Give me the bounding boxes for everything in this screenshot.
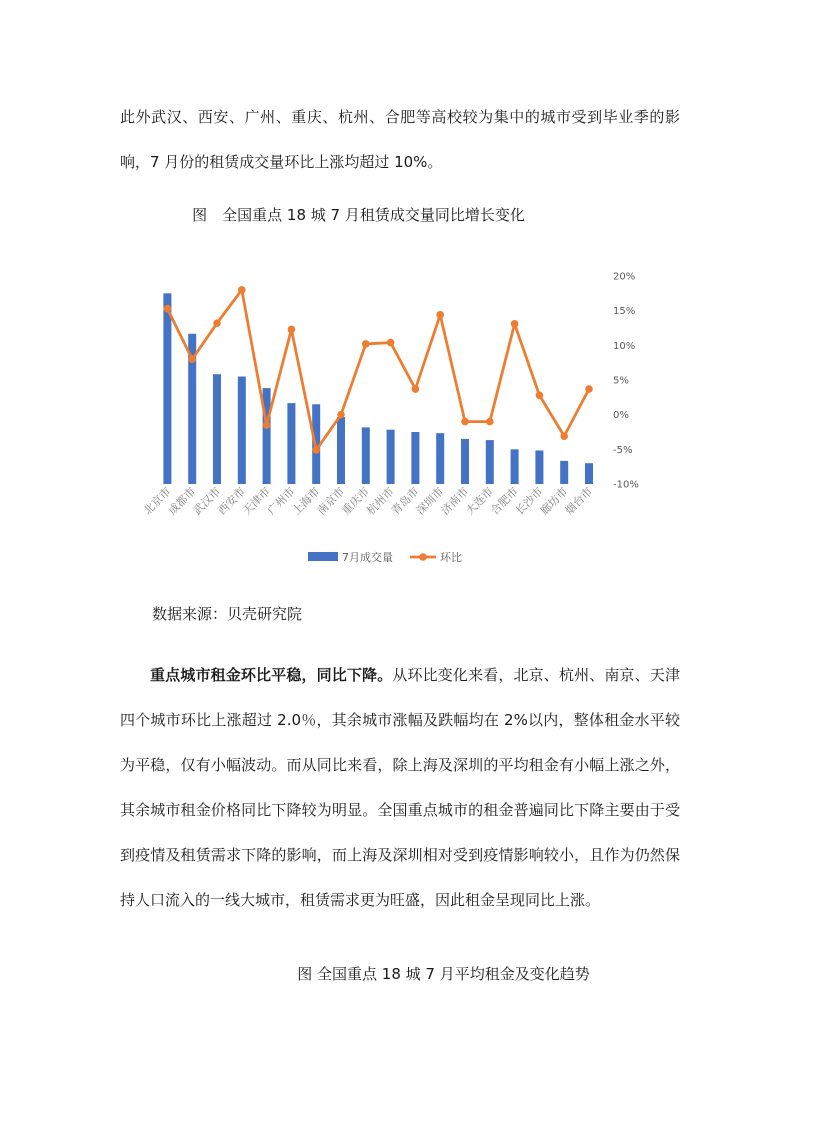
intro-paragraph: 此外武汉、西安、广州、重庆、杭州、合肥等高校较为集中的城市受到毕业季的影响，7 月份的租赁成交量环比上涨均超过 10%。 (120, 108, 680, 171)
bar-武汉市 (213, 374, 221, 484)
category-label: 烟台市 (562, 484, 596, 518)
point-深圳市 (436, 311, 444, 319)
bar-烟台市 (585, 463, 593, 484)
figure2-caption: 图 全国重点 18 城 7 月平均租金及变化趋势 (297, 965, 590, 983)
bar-广州市 (287, 403, 295, 484)
category-label: 成都市 (165, 484, 199, 518)
right-axis-tick: -10% (613, 479, 639, 491)
point-南京市 (337, 411, 345, 419)
point-成都市 (188, 355, 196, 363)
category-label: 廊坊市 (537, 484, 571, 518)
point-长沙市 (536, 391, 544, 399)
point-合肥市 (511, 320, 519, 328)
category-label: 武汉市 (190, 484, 224, 518)
point-西安市 (238, 286, 246, 294)
point-杭州市 (387, 339, 395, 347)
bar-深圳市 (436, 433, 444, 484)
legend-bar-swatch (308, 552, 338, 561)
legend-label-huanbi: 环比 (440, 551, 462, 564)
main-paragraph-body: 从环比变化来看，北京、杭州、南京、天津四个城市环比上涨超过 2.0％，其余城市涨幅及跌幅均在 2%以内，整体租金水平较为平稳，仅有小幅波动。而从同比来看，除上海及深圳的平均租金有小幅上涨之外，其余城市租金价格同比下降较为明显。全国重点城市的租金普遍同比下降主要由于受到疫情及租赁需求下降的影响，而上海及深圳相对受到疫情影响较小，且作为仍然保持人口流入的一线大城市，租赁需求更为旺盛，因此租金呈现同比上涨。 (120, 666, 680, 909)
right-axis-tick: 20% (613, 271, 636, 283)
right-axis-tick: 15% (613, 306, 636, 318)
point-济南市 (461, 418, 469, 426)
line-series-huanbi (167, 290, 589, 450)
point-上海市 (312, 446, 320, 454)
bar-西安市 (238, 377, 246, 484)
bar-重庆市 (362, 427, 370, 484)
category-label: 上海市 (289, 484, 323, 518)
category-label: 北京市 (140, 484, 174, 518)
bar-青岛市 (411, 432, 419, 484)
point-广州市 (288, 326, 296, 334)
category-label: 合肥市 (488, 484, 521, 518)
bar-长沙市 (535, 450, 543, 484)
right-axis-tick: -5% (613, 444, 633, 456)
bar-合肥市 (511, 449, 519, 484)
bar-杭州市 (387, 430, 395, 484)
bar-南京市 (337, 417, 345, 484)
right-axis-tick: 5% (613, 375, 629, 387)
category-label: 深圳市 (413, 484, 447, 518)
bar-北京市 (163, 293, 171, 484)
point-重庆市 (362, 340, 370, 348)
point-大连市 (486, 418, 494, 426)
category-label: 重庆市 (339, 484, 372, 518)
point-青岛市 (412, 385, 420, 393)
category-label: 青岛市 (388, 484, 422, 518)
category-label: 长沙市 (512, 484, 546, 518)
category-label: 南京市 (314, 484, 348, 518)
category-label: 广州市 (264, 484, 298, 518)
right-axis-tick: 0% (613, 410, 629, 422)
legend-label-volume: 7月成交量 (342, 551, 393, 564)
category-label: 济南市 (438, 484, 472, 518)
point-天津市 (263, 421, 271, 429)
rental-volume-chart (130, 255, 639, 585)
category-label: 杭州市 (364, 484, 397, 518)
data-source: 数据来源：贝壳研究院 (152, 605, 303, 623)
bar-济南市 (461, 439, 469, 484)
right-axis-tick: 10% (613, 340, 636, 352)
bar-大连市 (486, 440, 494, 484)
figure1-caption: 图 全国重点 18 城 7 月租赁成交量同比增长变化 (192, 206, 525, 224)
main-paragraph-lead: 重点城市租金环比平稳，同比下降。 (150, 666, 393, 684)
category-label: 西安市 (215, 484, 248, 518)
main-paragraph (120, 653, 680, 923)
legend-line-marker (419, 553, 427, 561)
category-label: 天津市 (240, 484, 273, 518)
point-廊坊市 (560, 432, 568, 440)
point-北京市 (164, 305, 172, 313)
bar-廊坊市 (560, 461, 568, 484)
point-武汉市 (213, 319, 221, 327)
point-烟台市 (585, 385, 593, 393)
category-label: 大连市 (463, 484, 496, 518)
